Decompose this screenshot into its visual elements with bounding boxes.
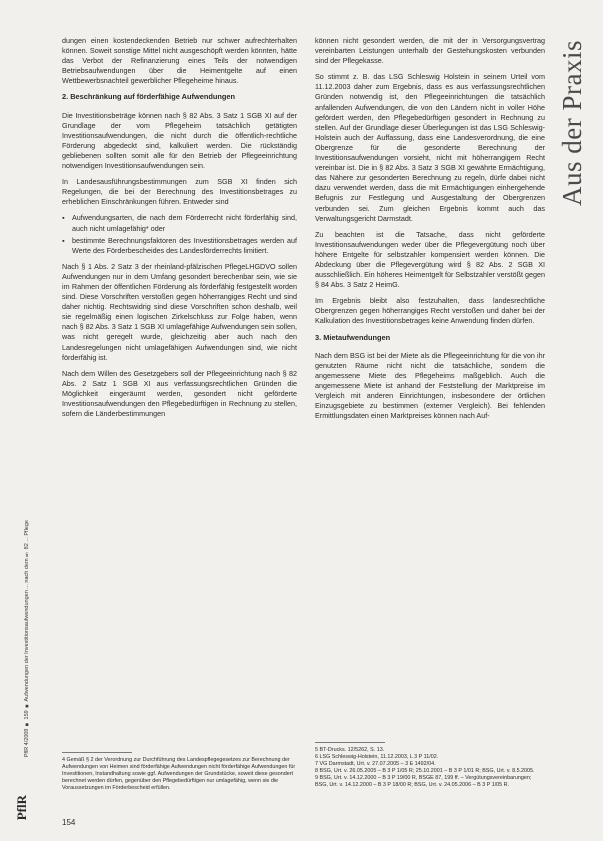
paragraph: So stimmt z. B. das LSG Schleswig Holstein in seinem Urteil vom 11.12.2003 daher zum Ergebnis, dass es aus verfassungsrechtlichen Gründen notwendig ist, den Pflegeeinrichtungen die tatsächlich anfallenden Aufwendungen, die von den Ländern nicht in voller Höhe gefördert werden, den Pflegebedürftigen gesondert in Rechnung zu stellen. Auf der Grundlage dieser Überlegungen ist das LSG Schleswig-Holstein auch der Auffassung, dass eine Landesverordnung, die eine Obergrenze für die gesonderte Berechnung der Investitionsaufwendungen vorsieht, nicht mit höherrangigem Recht vereinbar ist. Die in § 82 Abs. 3 Satz 3 SGB XI gewährte Ermächtigung, das Nähere zur gesonderten Berechnung zu regeln, dürfe dabei nicht dazu verwendet werden, dass die mit Ermächtigungen einhergehende Befugnis zur Festlegung und Ausgestaltung der Obergrenzen verbunden sei. Zum gleichen Ergebnis kommt auch das Verwaltungsgericht Darmstadt.	[315, 72, 545, 223]
paragraph: Zu beachten ist die Tatsache, dass nicht geförderte Investitionsaufwendungen weder über die Pflegevergütung noch über höhere Entgelte für selbstzahler kompensiert werden können. Die Abdeckung über die Pflegevergütung wird § 82 Abs. 2 SGB XI ausschließlich. Ein höheres Heimentgelt für Selbstzahler verstößt gegen § 84 Abs. 3 Satz 2 HeimG.	[315, 229, 545, 290]
section-heading: 2. Beschränkung auf förderfähige Aufwendungen	[62, 92, 236, 102]
paragraph: Nach dem BSG ist bei der Miete als die Pflegeeinrichtung für die von ihr genutzten Räume nicht nicht die tatsächliche, sondern die angemessene Miete des Pflegeheims maßgeblich. Auch die angemessene Miete ist anhand der Feststellung der Marktpreise im Vergleich mit anderen Einrichtungen, insbesondere der örtlichen Einzugsgebiete zu bestimmen (externer Vergleich). Bei fehlenden Ermittlungsdaten einen Marktpreises können nach Auf-	[315, 350, 545, 421]
paragraph: Nach § 1 Abs. 2 Satz 3 der rheinland-pfälzischen PflegeLHGDVO sollen Aufwendungen nur in dem Umfang gesondert berechenbar sein, wie sie im Rahmen der öffentlichen Förderung als förderfähig festgestellt worden sind. Diese Vorschriften verstoßen gegen höherrangiges Recht und sind daher nichtig. Rechtswidrig sind diese Vorschriften schon deshalb, weil sie regelmäßig einen logischen Zirkelschluss zur Folge haben, wenn nach § 82 Abs. 3 Satz 1 SGB XI umlagefähige Aufwendungen sein sollen, was nicht geregelt wurde, gleichzeitig aber auch nach den Landesregelungen nicht umlagefähigen Aufwendungen sind, wie nicht förderfähig ist.	[62, 261, 297, 362]
footnote: 6 LSG Schleswig-Holstein, 11.12.2003, L 3 P 11/02.	[315, 754, 439, 760]
paragraph: können nicht gesondert werden, die mit der in Versorgungsvertrag vereinbarten Leistungen unterhalb der Gestehungskosten verbunden sind der Pflegekasse.	[315, 36, 545, 66]
footnote: 5 BT-Drucks. 12/5262, S. 13.	[315, 747, 385, 753]
paragraph: Im Ergebnis bleibt also festzuhalten, dass landesrechtliche Obergrenzen gegen höherrangiges Recht verstoßen und daher bei der Kalkulation des Investitionsbetrages keine Anwendung finden dürfen.	[315, 296, 545, 326]
journal-logo	[14, 795, 32, 835]
footnote: 8 BSG, Urt. v. 26.05.2005 – B 3 P 1/05 R; 25.10.2001 – B 3 P 1/01 R; BSG, Urt. v. 8.5.2005.	[315, 768, 535, 774]
left-footnotes	[62, 757, 297, 792]
section-heading: 3. Mietaufwendungen	[315, 332, 391, 342]
bullet-list	[62, 213, 297, 255]
footnote-divider	[62, 752, 132, 753]
footnote-divider	[315, 742, 385, 743]
journal-running-head-text: PflR 4/2009 ■ 159 ■ Aufwendungen der Investitionsaufwendungen ... nach dem § 82 ... Pflege	[24, 520, 30, 758]
left-column	[62, 36, 297, 425]
section-title-vertical	[557, 40, 591, 206]
right-column	[315, 36, 545, 427]
journal-logo-text: PflR	[14, 795, 29, 821]
section-title-text: Aus der Praxis	[557, 40, 587, 206]
paragraph: Nach dem Willen des Gesetzgebers soll der Pflegeeinrichtung nach § 82 Abs. 2 Satz 1 SGB XI aus verfassungsrechtlichen Gründen die Möglichkeit eingeräumt werden, gesondert nicht geförderte Investitionsaufwendungen den Pflegebedürftigen in Rechnung zu stellen, sofern die Länderbestimmungen	[62, 368, 297, 419]
bullet-item: ▪ Aufwendungsarten, die nach dem Förderrecht nicht förderfähig sind, auch nicht umlagefähig* oder	[72, 213, 297, 233]
page-number: 154	[62, 818, 76, 827]
footnote: 7 VG Darmstadt, Urt. v. 27.07.2005 – 3 E 1492/04.	[315, 761, 436, 767]
footnote: 9 BSG, Urt. v. 14.12.2000 – B 3 P 19/00 R, BSGE 87, 199 ff. – Vergütungsvereinbarungen; BSG, Urt. v. 14.12.2000 – B 3 P 18/00 R; BSG, Urt. v. 24.05.2006 – B 3 P 1/05 R.	[315, 775, 532, 788]
journal-running-head	[24, 520, 38, 830]
paragraph: In Landesausführungsbestimmungen zum SGB XI finden sich Regelungen, die bei der Berechnung des Investitionsbetrages zu erheblichen Einschränkungen führen. Entweder sind	[62, 177, 297, 207]
bullet-item: ▪ bestimmte Berechnungsfaktoren des Investitionsbetrages werden auf Werte des Förderbescheides des Landesförderrechts limitiert.	[72, 236, 297, 256]
paragraph: dungen einen kostendeckenden Betrieb nur schwer aufrechterhalten können. Soweit sonstige Mittel nicht ausgeschöpft werden könnten, hätte das Verbot der Refinanzierung eines Teils der notwendigen Betriebsaufwendungen über die Heimentgelte auf einen Wettbewerbsnachteil gewerblicher Pflegeheime hinaus.	[62, 36, 297, 86]
paragraph: Die Investitionsbeträge können nach § 82 Abs. 3 Satz 1 SGB XI auf der Grundlage der vom Pflegeheim tatsächlich getätigten Investitionsaufwendungen, die nicht durch die öffentlich-rechtliche Förderung abgedeckt sind, kalkuliert werden. Die rückständig gebliebenen sollten somit alle für den Betrieb der Pflegeeinrichtung notwendigen Investitionsaufwendungen sein.	[62, 110, 297, 171]
footnote: 4 Gemäß § 2 der Verordnung zur Durchführung des Landespflegegesetzes zur Berechnung der Aufwendungen von Heimen sind förderfähige Aufwendungen nicht förderfähige Aufwendungen für Investitionen, Instandhaltung sowie ggf. Aufwendungen der Grundstücke, soweit diese gesondert berechnet werden dürfen, gegenüber den Pflegebedürftigen nur umlagefähig, wenn sie die Voraussetzungen im Förderbescheid erfüllen.	[62, 757, 296, 791]
right-footnotes	[315, 747, 545, 789]
